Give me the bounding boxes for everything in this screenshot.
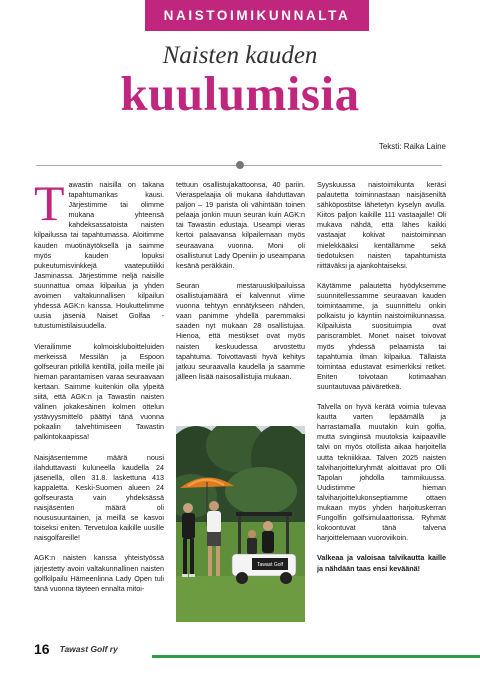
byline: Teksti: Raika Laine (378, 142, 446, 151)
paragraph: Naisjäsentemme määrä nousi ilahduttavasti kuluneella kaudella 24 jäsenellä, ollen 31.8. laskettuna 413 kappaletta. Keski-Suomen alueen 24 golfseurasta vain yhdeksässä naisjäsenten määrä oli noususuuntainen, ja meillä se kasvoi toiseksi eniten. Tervetuloa kaikille uusille naisgolfareille! (34, 452, 164, 543)
article-column-2 (176, 180, 305, 382)
paragraph: Seuran mestaruuskilpailuissa osallistujamäärä ei kalvennut viime vuonna tehtyyn ennätykseen nähden, vaan panimme yhdellä paremmaksi saaden nyt mukaan 28 osallistujaa. Hienoa, että mestikset ovat myös naisten keskuudessa arvostettu tapahtuma. Toivottavasti hyvä kehitys jatkuu seuraavalla kaudella ja saamme jälleen lisää naisosallistujia mukaan. (176, 280, 305, 381)
paragraph (34, 175, 164, 331)
paragraph-text: awastin naisilla on takana tapahtumarikas kausi. Järjestimme tai olimme mukana yhteensä kahdeksassatoista naisten kilpailussa tai tapahtumassa. Aloitimme kauden muotinäytöksellä ja saimme myös kauden lopuksi pukeutumisvinkkejä vaateputiikki Jasminassa. Järjestimme neljä naisille suunnattua omaa kilpailua ja yhden avoimen valtakunnallisen kilpailun yhdessä AGK:n kanssa. Houkuttelimme uusia jäseniä Naiset Golfaa -tutustumistilaisuudella. (34, 180, 164, 331)
drop-cap: T (34, 175, 65, 231)
article-column-3 (317, 180, 446, 574)
paragraph: tettuun osallistujakattoonsa, 40 pariin. Vieraspelaajia oli mukana ilahduttavan paljon – 19 parista oli vähintään toinen pelaaja jonkin muun seuran kuin AGK:n tai Tawastin edustaja. Useampi vieras kertoi palaavansa kilpailemaan myös seuraavana vuonna. Moni oli osallistunut Lady Openiin jo useampana kesänä peräkkäin. (176, 180, 305, 270)
page-footer (34, 641, 118, 657)
page-number: 16 (34, 641, 50, 657)
article-photo (176, 426, 305, 622)
article-column-1 (34, 175, 164, 594)
paragraph: Syyskuussa naistoimikunta keräsi palautetta toiminnastaan naisjäseniltä sähköpostitse lähetetyn kyselyn avulla. Kiitos paljon kaikille 111 vastaajalle! Oli mukava nähdä, että lähes kaikki vastaajat kokivat naistoiminnan mielekkääksi kentällämme sekä tiedotuksen naisten tapahtumista riittäväksi ja ajankohtaiseksi. (317, 180, 446, 270)
paragraph: AGK:n naisten kanssa yhteistyössä järjestetty avoin valtakunnallinen naisten golfkilpailu Hämeenlinna Lady Open tuli tänä vuonna täyteen ennalta mitoi- (34, 553, 164, 593)
article-subtitle: Naisten kauden (162, 42, 318, 69)
article-title: kuulumisia (120, 66, 360, 121)
closing-paragraph: Valkeaa ja valoisaa talvikautta kaille ja nähdään taas ensi keväänä! (317, 553, 446, 573)
paragraph: Vierailimme kolmoiskluboitteluiden merkeissä Messilän ja Espoon golfseuran pitkillä kentillä, joilla meille jäi hieman parantamisen varaa seuraavaan kertaan. Saimme kuitenkin olla ylpeitä siitä, että AGK:n ja Tawastin naisten välinen jokakesäinen kolmen ottelun ystävyysmittelö päättyi tänä vuonna pokaalin talvehtimiseen Tawastin palkintokaapissa! (34, 341, 164, 442)
cart-logo-text: Tawast Golf (256, 562, 284, 568)
divider-dot (236, 161, 244, 169)
paragraph: Käytämme palautetta hyödyksemme suunnitellessamme seuraavan kauden toimintaamme, ja suunnittelu onkin polkaistu jo käyntiin naistoimikunnassa. Kilpailuista suosituimpia ovat pariscramblet. Monet naiset toivovat myös yhdessä pelaamista tai tapahtumia ilman kilpailua. Tällaista toimintaa edustavat esimerkiksi retket. Eniten toivotaan kotimaahan suuntautuvaa päiväretkeä. (317, 280, 446, 391)
section-label: NAISTOIMIKUNNALTA (163, 8, 351, 23)
section-banner (145, 0, 369, 31)
paragraph: Talvella on hyvä kerätä voimia tulevaa kautta varten lepäämällä ja harrastamalla muutakin kuin golfia, mutta svingiinsä muutoksia kaipaaville talvi on myös otollista aikaa harjoitella uutta tekniikkaa. Talven 2025 naisten talviharjoitteluryhmät aloittavat pro Olli Tapolan johdolla tammikuussa. Uudistimme hieman talviharjoittelukonseptiamme ottaen mukaan myös yhden harjoituskerran Fungolfin golfsimulaattorissa. Ryhmät kokoontuvat tänä talvena harjoittelemaan vuoroviikoin. (317, 402, 446, 543)
footer-rule (152, 655, 480, 658)
publication-name: Tawast Golf ry (59, 644, 118, 654)
